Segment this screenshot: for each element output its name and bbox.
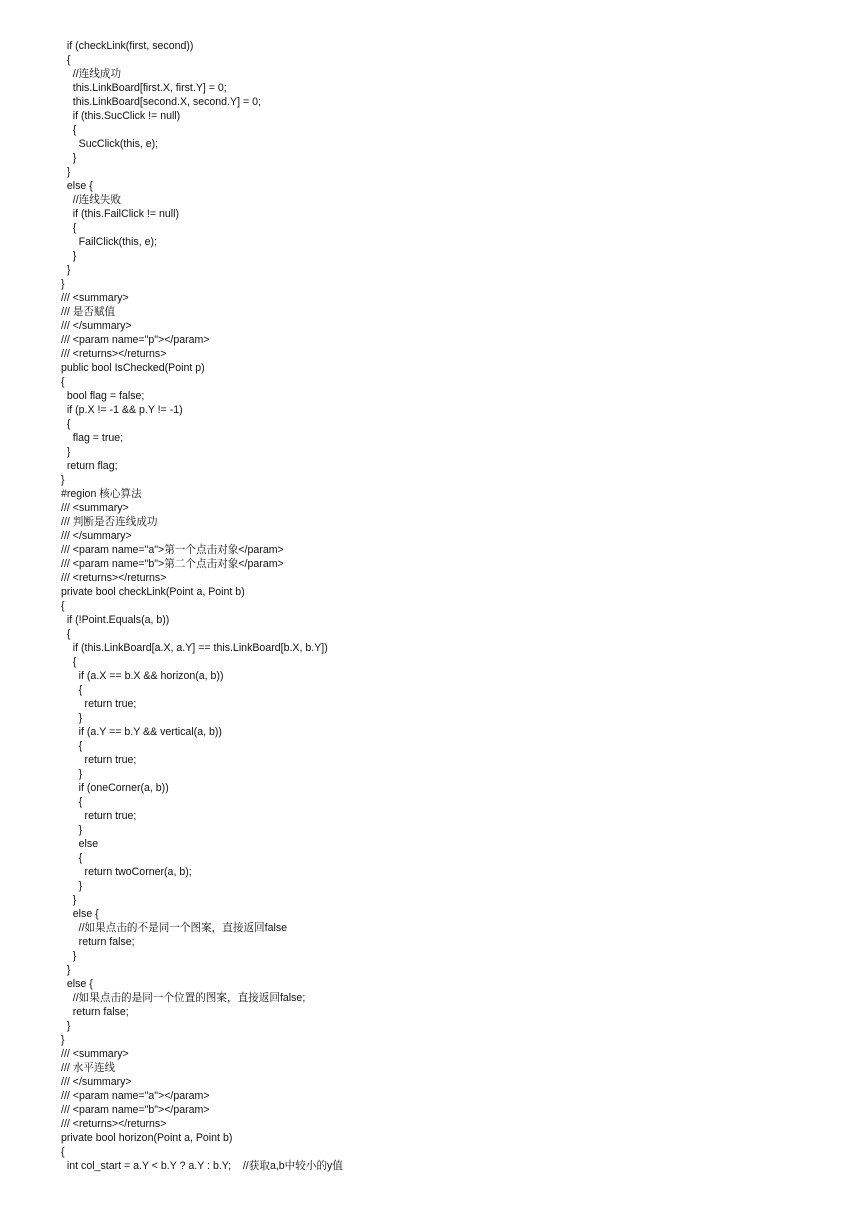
code-line: this.LinkBoard[first.X, first.Y] = 0; [61, 82, 227, 94]
code-line: public bool IsChecked(Point p) [61, 362, 205, 374]
code-line: } [61, 712, 83, 724]
code-line: private bool horizon(Point a, Point b) [61, 1132, 233, 1144]
code-line: /// <param name="b"></param> [61, 1104, 210, 1116]
code-line: } [61, 1034, 65, 1046]
code-line: /// <summary> [61, 292, 129, 304]
code-line: else { [61, 908, 99, 920]
code-line: this.LinkBoard[second.X, second.Y] = 0; [61, 96, 261, 108]
code-line: if (checkLink(first, second)) [61, 40, 194, 52]
code-line: { [61, 1146, 65, 1158]
code-line: return false; [61, 1006, 129, 1018]
code-line: } [61, 768, 83, 780]
code-line: if (this.LinkBoard[a.X, a.Y] == this.LinkBoard[b.X, b.Y]) [61, 642, 328, 654]
code-line: } [61, 894, 77, 906]
code-line: if (p.X != -1 && p.Y != -1) [61, 404, 183, 416]
code-line: /// <summary> [61, 502, 129, 514]
code-line: private bool checkLink(Point a, Point b) [61, 586, 245, 598]
code-line: int col_start = a.Y < b.Y ? a.Y : b.Y; //获取a,b中较小的y值 [61, 1160, 343, 1172]
code-line: { [61, 740, 83, 752]
code-line: /// </summary> [61, 1076, 132, 1088]
code-line: { [61, 418, 71, 430]
code-line: if (oneCorner(a, b)) [61, 782, 169, 794]
code-block [61, 39, 851, 1173]
code-line: return true; [61, 698, 137, 710]
code-line: } [61, 950, 77, 962]
code-line: } [61, 264, 71, 276]
code-line: /// 是否赋值 [61, 306, 116, 318]
code-line: } [61, 474, 65, 486]
code-line: /// 判断是否连线成功 [61, 516, 158, 528]
code-line: //连线成功 [61, 68, 122, 80]
code-line: { [61, 656, 77, 668]
code-line: /// <param name="a">第一个点击对象</param> [61, 544, 284, 556]
code-line: } [61, 152, 77, 164]
code-line: return true; [61, 810, 137, 822]
code-line: if (this.SucClick != null) [61, 110, 181, 122]
code-line: { [61, 222, 77, 234]
code-line: { [61, 600, 65, 612]
code-line: { [61, 684, 83, 696]
code-line: /// <param name="b">第二个点击对象</param> [61, 558, 284, 570]
code-line: /// <summary> [61, 1048, 129, 1060]
code-line: /// <returns></returns> [61, 348, 167, 360]
code-line: } [61, 278, 65, 290]
code-line: if (a.X == b.X && horizon(a, b)) [61, 670, 224, 682]
code-line: } [61, 880, 83, 892]
code-line: /// <param name="a"></param> [61, 1090, 210, 1102]
code-line: else { [61, 180, 93, 192]
code-line: FailClick(this, e); [61, 236, 157, 248]
code-line: #region 核心算法 [61, 488, 142, 500]
code-line: /// <returns></returns> [61, 572, 167, 584]
code-line: flag = true; [61, 432, 124, 444]
code-line: { [61, 852, 83, 864]
code-line: } [61, 250, 77, 262]
code-line: } [61, 166, 71, 178]
code-line: { [61, 796, 83, 808]
code-line: bool flag = false; [61, 390, 145, 402]
code-line: if (this.FailClick != null) [61, 208, 180, 220]
code-line: /// </summary> [61, 530, 132, 542]
code-line: return true; [61, 754, 137, 766]
code-line: //如果点击的是同一个位置的图案，直接返回false; [61, 992, 306, 1004]
code-line: if (!Point.Equals(a, b)) [61, 614, 170, 626]
code-line: return twoCorner(a, b); [61, 866, 192, 878]
code-line: //如果点击的不是同一个图案，直接返回false [61, 922, 288, 934]
code-line: if (a.Y == b.Y && vertical(a, b)) [61, 726, 222, 738]
code-line: { [61, 376, 65, 388]
code-line: return false; [61, 936, 135, 948]
code-line: /// <returns></returns> [61, 1118, 167, 1130]
code-line: else [61, 838, 99, 850]
code-line: } [61, 1020, 71, 1032]
code-line: } [61, 824, 83, 836]
code-line: return flag; [61, 460, 118, 472]
code-line: } [61, 446, 71, 458]
code-line: SucClick(this, e); [61, 138, 159, 150]
code-line: { [61, 124, 77, 136]
code-line: /// 水平连线 [61, 1062, 116, 1074]
code-line: { [61, 54, 71, 66]
code-line: /// </summary> [61, 320, 132, 332]
code-line: /// <param name="p"></param> [61, 334, 210, 346]
code-line: } [61, 964, 71, 976]
code-line: else { [61, 978, 93, 990]
code-line: { [61, 628, 71, 640]
code-line: //连线失败 [61, 194, 122, 206]
